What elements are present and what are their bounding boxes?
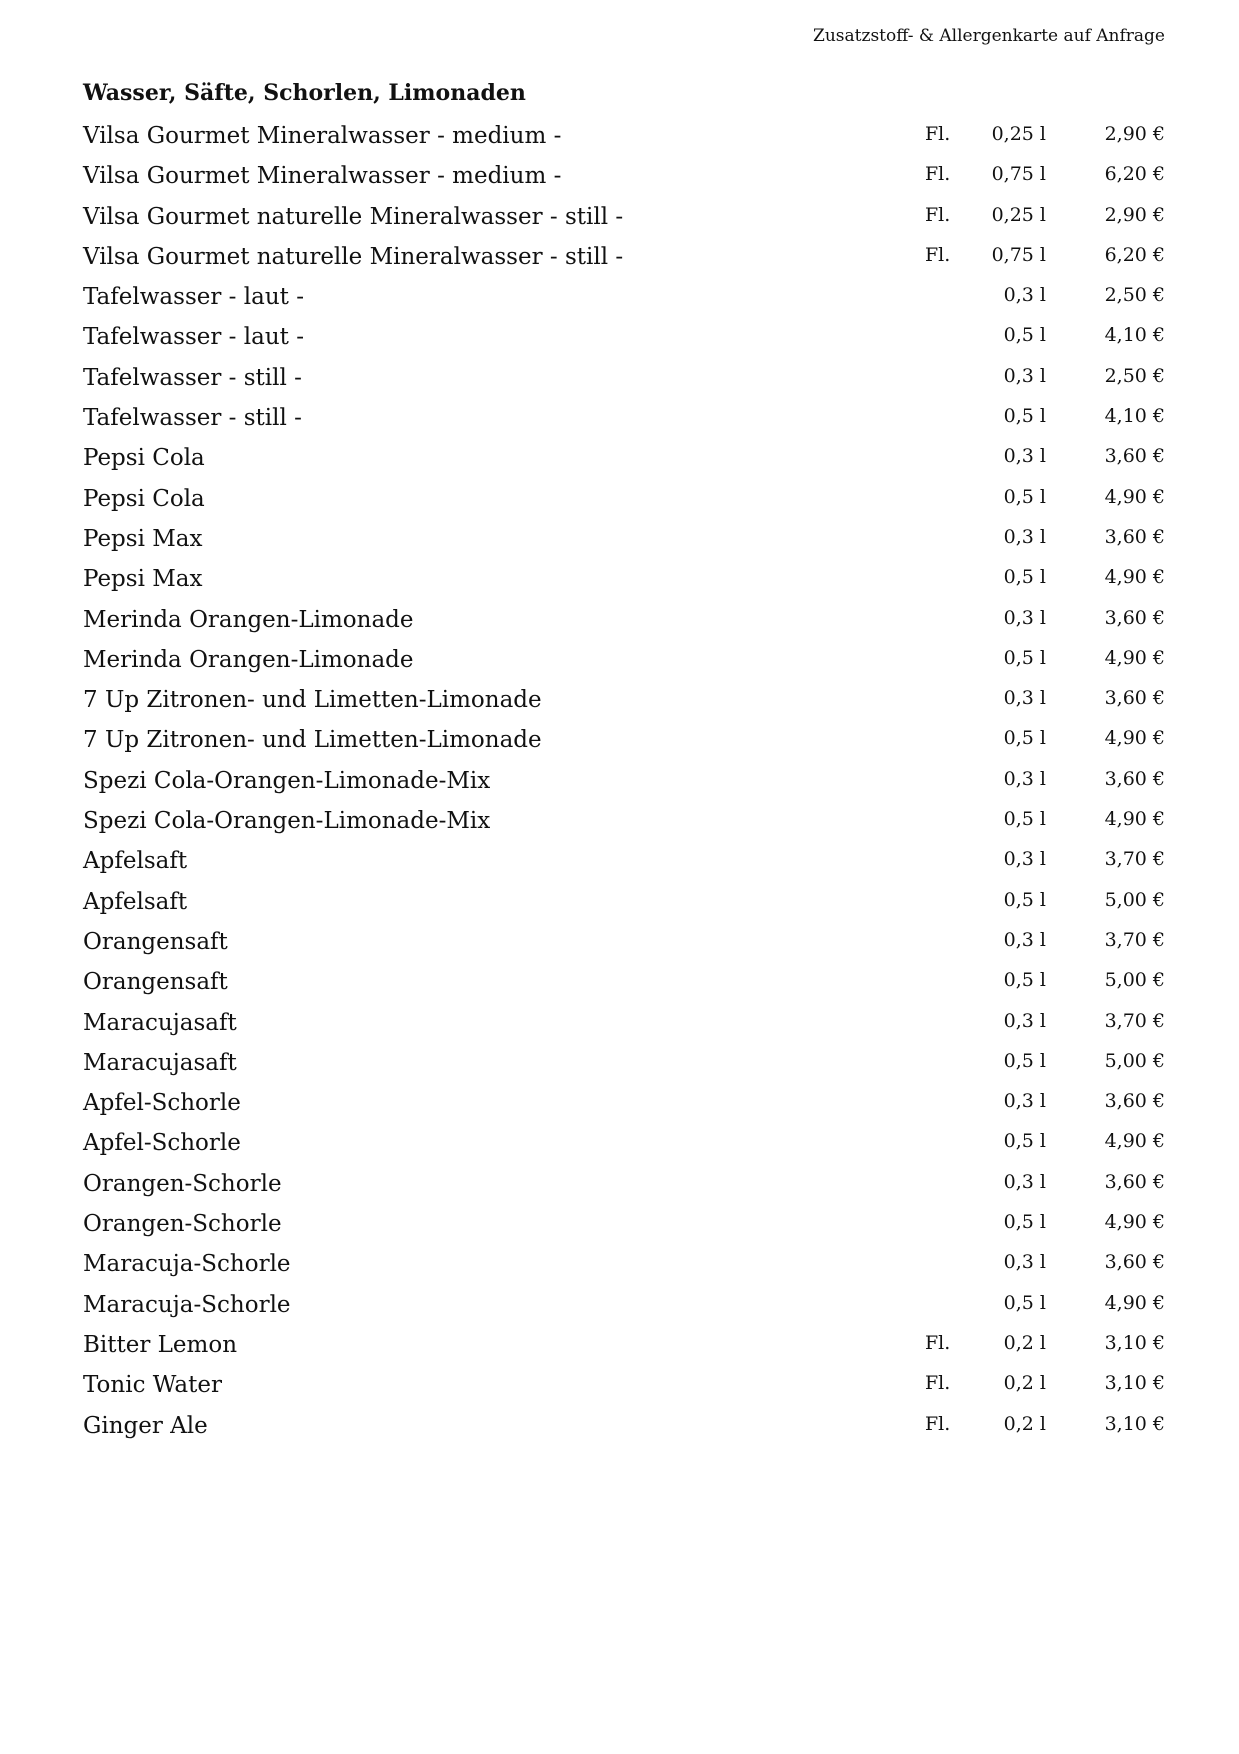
item-name: Maracuja-Schorle bbox=[83, 1251, 291, 1278]
menu-item bbox=[0, 1126, 1239, 1166]
item-size: 0,5 l bbox=[1003, 646, 1046, 669]
menu-item bbox=[0, 1086, 1239, 1126]
item-price: 4,90 € bbox=[1104, 1291, 1165, 1314]
item-price: 3,60 € bbox=[1104, 445, 1165, 468]
menu-item bbox=[0, 683, 1239, 723]
item-price: 3,60 € bbox=[1104, 1170, 1165, 1193]
menu-item bbox=[0, 200, 1239, 240]
item-name: Pepsi Max bbox=[83, 566, 203, 593]
item-price: 3,60 € bbox=[1104, 767, 1165, 790]
menu-item bbox=[0, 1207, 1239, 1247]
item-price: 4,90 € bbox=[1104, 566, 1165, 589]
item-size: 0,2 l bbox=[1003, 1412, 1046, 1435]
item-size: 0,3 l bbox=[1003, 1170, 1046, 1193]
menu-item bbox=[0, 1046, 1239, 1086]
item-price: 4,90 € bbox=[1104, 485, 1165, 508]
item-name: Apfelsaft bbox=[83, 888, 188, 915]
item-size: 0,3 l bbox=[1003, 445, 1046, 468]
menu-item bbox=[0, 441, 1239, 481]
item-price: 6,20 € bbox=[1104, 243, 1165, 266]
item-container: Fl. bbox=[925, 1331, 951, 1354]
item-price: 5,00 € bbox=[1104, 1049, 1165, 1072]
menu-item bbox=[0, 885, 1239, 925]
item-price: 3,70 € bbox=[1104, 1009, 1165, 1032]
item-name: Apfelsaft bbox=[83, 848, 188, 875]
menu-item bbox=[0, 522, 1239, 562]
item-size: 0,5 l bbox=[1003, 485, 1046, 508]
menu-item bbox=[0, 804, 1239, 844]
menu-item bbox=[0, 401, 1239, 441]
item-name: Tafelwasser - still - bbox=[83, 405, 302, 432]
item-container: Fl. bbox=[925, 163, 951, 186]
menu-item bbox=[0, 280, 1239, 320]
item-name: Pepsi Cola bbox=[83, 445, 205, 472]
item-name: Tafelwasser - still - bbox=[83, 364, 302, 391]
item-container: Fl. bbox=[925, 1372, 951, 1395]
item-name: Orangensaft bbox=[83, 969, 228, 996]
item-price: 3,60 € bbox=[1104, 606, 1165, 629]
item-size: 0,5 l bbox=[1003, 727, 1046, 750]
item-name: Tafelwasser - laut - bbox=[83, 324, 304, 351]
item-size: 0,3 l bbox=[1003, 1251, 1046, 1274]
item-container: Fl. bbox=[925, 1412, 951, 1435]
item-price: 3,10 € bbox=[1104, 1412, 1165, 1435]
item-name: Spezi Cola-Orangen-Limonade-Mix bbox=[83, 767, 491, 794]
item-size: 0,75 l bbox=[991, 163, 1046, 186]
item-size: 0,3 l bbox=[1003, 1090, 1046, 1113]
item-price: 2,50 € bbox=[1104, 364, 1165, 387]
item-price: 4,90 € bbox=[1104, 1130, 1165, 1153]
item-size: 0,5 l bbox=[1003, 808, 1046, 831]
item-price: 4,90 € bbox=[1104, 1211, 1165, 1234]
menu-item bbox=[0, 1006, 1239, 1046]
item-size: 0,2 l bbox=[1003, 1331, 1046, 1354]
item-name: Vilsa Gourmet naturelle Mineralwasser - still - bbox=[83, 203, 624, 230]
item-name: Maracuja-Schorle bbox=[83, 1291, 291, 1318]
item-size: 0,3 l bbox=[1003, 525, 1046, 548]
section-title: Wasser, Säfte, Schorlen, Limonaden bbox=[83, 80, 526, 106]
menu-item bbox=[0, 320, 1239, 360]
item-name: Vilsa Gourmet Mineralwasser - medium - bbox=[83, 123, 562, 149]
item-name: Apfel-Schorle bbox=[83, 1130, 241, 1157]
item-container: Fl. bbox=[925, 123, 951, 145]
menu-item bbox=[0, 1368, 1239, 1408]
drinks-list bbox=[0, 119, 1239, 1449]
item-price: 4,10 € bbox=[1104, 405, 1165, 428]
item-price: 3,60 € bbox=[1104, 687, 1165, 710]
menu-item bbox=[0, 965, 1239, 1005]
menu-item bbox=[0, 119, 1239, 159]
item-size: 0,3 l bbox=[1003, 364, 1046, 387]
item-name: Bitter Lemon bbox=[83, 1331, 238, 1358]
item-container: Fl. bbox=[925, 203, 951, 226]
item-name: Vilsa Gourmet Mineralwasser - medium - bbox=[83, 163, 562, 190]
item-price: 2,90 € bbox=[1104, 203, 1165, 226]
menu-item bbox=[0, 482, 1239, 522]
item-size: 0,5 l bbox=[1003, 1211, 1046, 1234]
item-size: 0,75 l bbox=[991, 243, 1046, 266]
item-size: 0,5 l bbox=[1003, 324, 1046, 347]
item-name: Tonic Water bbox=[83, 1372, 222, 1399]
menu-item bbox=[0, 361, 1239, 401]
item-price: 4,90 € bbox=[1104, 646, 1165, 669]
item-size: 0,3 l bbox=[1003, 767, 1046, 790]
item-name: Apfel-Schorle bbox=[83, 1090, 241, 1117]
menu-item bbox=[0, 159, 1239, 199]
item-size: 0,3 l bbox=[1003, 606, 1046, 629]
menu-item bbox=[0, 643, 1239, 683]
item-name: Tafelwasser - laut - bbox=[83, 284, 304, 311]
item-size: 0,5 l bbox=[1003, 1291, 1046, 1314]
menu-item bbox=[0, 603, 1239, 643]
item-price: 3,10 € bbox=[1104, 1331, 1165, 1354]
item-size: 0,5 l bbox=[1003, 888, 1046, 911]
menu-item bbox=[0, 1328, 1239, 1368]
item-name: Spezi Cola-Orangen-Limonade-Mix bbox=[83, 808, 491, 835]
item-price: 5,00 € bbox=[1104, 969, 1165, 992]
item-size: 0,25 l bbox=[991, 123, 1046, 145]
item-name: Orangen-Schorle bbox=[83, 1170, 282, 1197]
item-name: 7 Up Zitronen- und Limetten-Limonade bbox=[83, 687, 542, 714]
item-size: 0,5 l bbox=[1003, 1130, 1046, 1153]
item-size: 0,3 l bbox=[1003, 928, 1046, 951]
menu-item bbox=[0, 1167, 1239, 1207]
menu-item bbox=[0, 240, 1239, 280]
item-name: 7 Up Zitronen- und Limetten-Limonade bbox=[83, 727, 542, 754]
item-name: Maracujasaft bbox=[83, 1049, 237, 1076]
item-price: 2,90 € bbox=[1104, 123, 1165, 145]
item-price: 5,00 € bbox=[1104, 888, 1165, 911]
item-price: 3,60 € bbox=[1104, 1090, 1165, 1113]
item-size: 0,3 l bbox=[1003, 687, 1046, 710]
menu-item bbox=[0, 1288, 1239, 1328]
item-price: 2,50 € bbox=[1104, 284, 1165, 307]
item-name: Maracujasaft bbox=[83, 1009, 237, 1036]
menu-item bbox=[0, 1409, 1239, 1449]
item-price: 4,90 € bbox=[1104, 808, 1165, 831]
item-size: 0,3 l bbox=[1003, 284, 1046, 307]
item-price: 3,10 € bbox=[1104, 1372, 1165, 1395]
item-size: 0,5 l bbox=[1003, 969, 1046, 992]
item-price: 3,70 € bbox=[1104, 848, 1165, 871]
item-size: 0,3 l bbox=[1003, 1009, 1046, 1032]
item-size: 0,2 l bbox=[1003, 1372, 1046, 1395]
item-name: Ginger Ale bbox=[83, 1412, 208, 1439]
item-name: Pepsi Max bbox=[83, 525, 203, 552]
menu-item bbox=[0, 844, 1239, 884]
item-price: 4,90 € bbox=[1104, 727, 1165, 750]
item-name: Pepsi Cola bbox=[83, 485, 205, 512]
menu-item bbox=[0, 764, 1239, 804]
item-name: Merinda Orangen-Limonade bbox=[83, 606, 414, 633]
menu-item bbox=[0, 562, 1239, 602]
menu-item bbox=[0, 1247, 1239, 1287]
menu-item bbox=[0, 723, 1239, 763]
item-price: 4,10 € bbox=[1104, 324, 1165, 347]
item-size: 0,5 l bbox=[1003, 1049, 1046, 1072]
allergen-note: Zusatzstoff- & Allergenkarte auf Anfrage bbox=[813, 26, 1165, 46]
item-name: Orangensaft bbox=[83, 928, 228, 955]
item-name: Merinda Orangen-Limonade bbox=[83, 646, 414, 673]
item-price: 3,70 € bbox=[1104, 928, 1165, 951]
item-size: 0,25 l bbox=[991, 203, 1046, 226]
item-size: 0,5 l bbox=[1003, 405, 1046, 428]
item-name: Vilsa Gourmet naturelle Mineralwasser - still - bbox=[83, 243, 624, 270]
item-price: 3,60 € bbox=[1104, 525, 1165, 548]
item-price: 3,60 € bbox=[1104, 1251, 1165, 1274]
item-container: Fl. bbox=[925, 243, 951, 266]
item-size: 0,3 l bbox=[1003, 848, 1046, 871]
item-name: Orangen-Schorle bbox=[83, 1211, 282, 1238]
item-size: 0,5 l bbox=[1003, 566, 1046, 589]
item-price: 6,20 € bbox=[1104, 163, 1165, 186]
menu-item bbox=[0, 925, 1239, 965]
